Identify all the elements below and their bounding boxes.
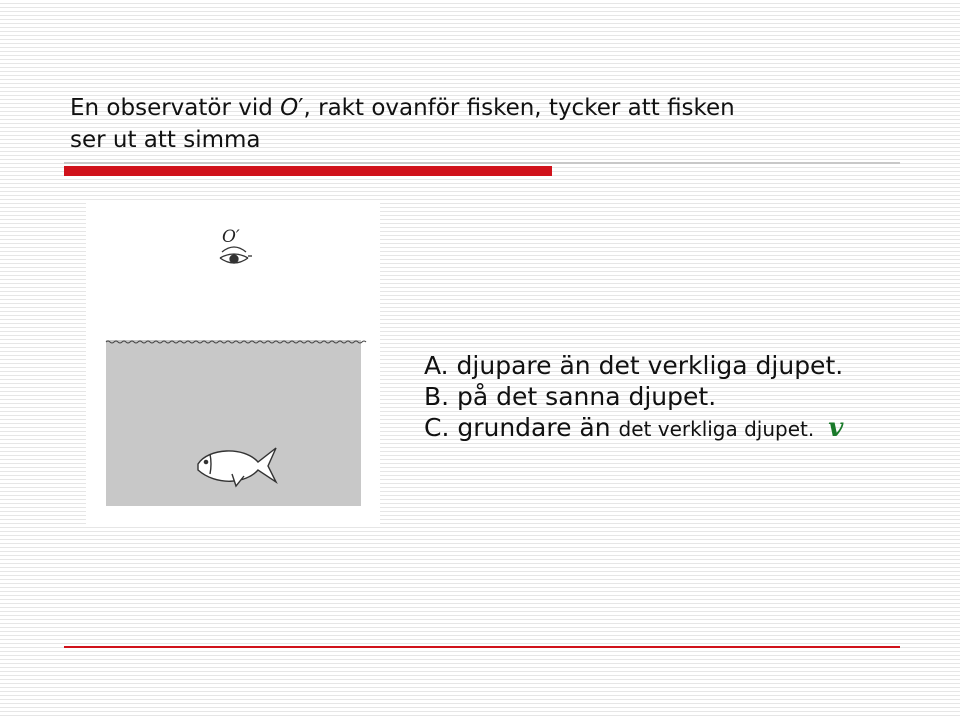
correct-check-mark: v: [828, 413, 844, 443]
answer-a: A. djupare än det verkliga djupet.: [424, 351, 844, 380]
slide-title: [70, 92, 910, 156]
eye-icon: [220, 247, 252, 263]
title-line2: ser ut att simma: [70, 127, 261, 153]
title-prime: ′: [298, 95, 304, 121]
title-suffix: , rakt ovanför fisken, tycker att fisken: [303, 95, 735, 121]
fish-diagram: [86, 200, 380, 525]
answer-c: [424, 412, 944, 445]
answer-list: [424, 350, 944, 445]
answer-b: B. på det sanna djupet.: [424, 382, 717, 411]
answer-c-main: C. grundare än: [424, 413, 619, 442]
fish-figure: [86, 200, 380, 525]
observer-label: O′: [222, 227, 240, 247]
top-gray-rule: [64, 162, 900, 164]
bottom-red-rule: [64, 646, 900, 648]
title-prefix: En observatör vid: [70, 95, 281, 121]
top-red-rule: [64, 166, 552, 176]
title-symbol: O: [280, 95, 299, 121]
answer-c-small: det verkliga djupet.: [618, 417, 815, 441]
